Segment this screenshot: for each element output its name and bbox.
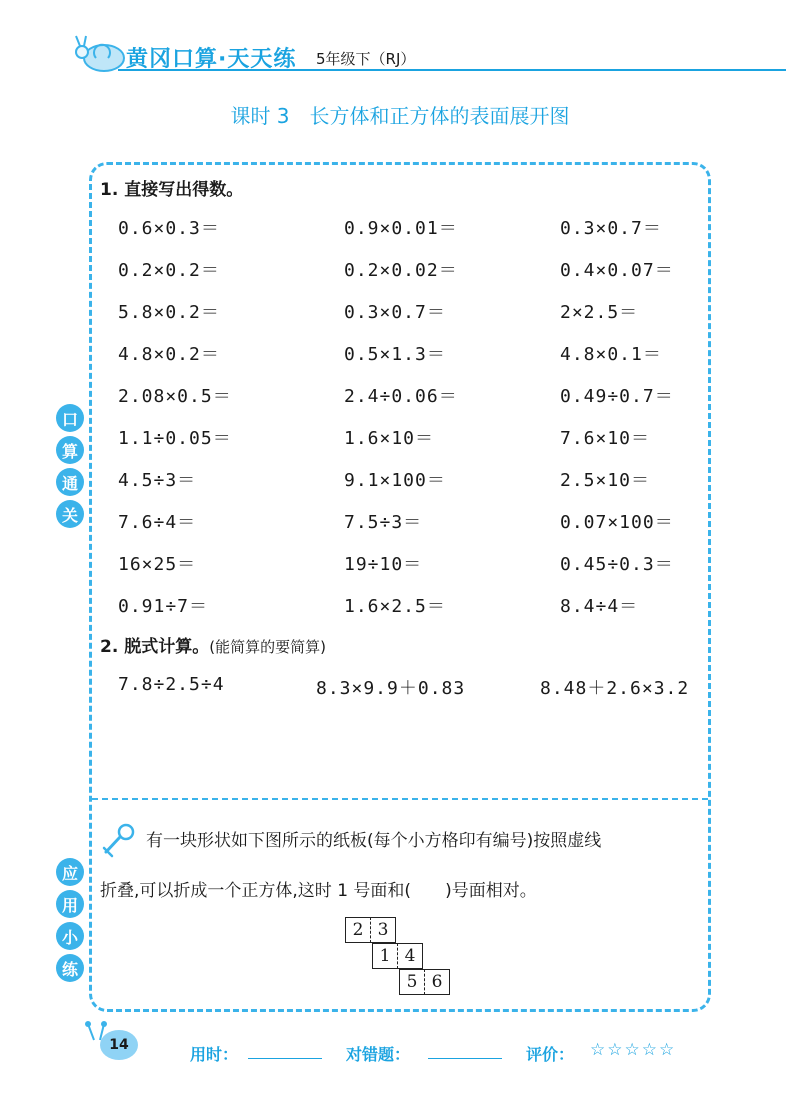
side-tab-kou: 口 bbox=[56, 404, 84, 432]
q1-r9-c1: 1.6×2.5＝ bbox=[344, 596, 446, 617]
side-tab-yong: 用 bbox=[56, 890, 84, 918]
net-cell-6: 6 bbox=[424, 969, 450, 995]
q2-note: (能简算的要简算) bbox=[209, 638, 326, 656]
q2-title bbox=[100, 632, 326, 657]
q1-r3-c2: 4.8×0.1＝ bbox=[560, 344, 662, 365]
q1-r1-c0: 0.2×0.2＝ bbox=[118, 260, 220, 281]
application-line-1: 有一块形状如下图所示的纸板(每个小方格印有编号)按照虚线 bbox=[146, 831, 602, 851]
q2-title-text: 2. 脱式计算。 bbox=[100, 637, 210, 657]
rating-stars[interactable]: ☆☆☆☆☆ bbox=[590, 1040, 677, 1060]
page-number: 14 bbox=[100, 1030, 138, 1060]
q1-r0-c0: 0.6×0.3＝ bbox=[118, 218, 220, 239]
q2-item-1: 8.3×9.9＋0.83 bbox=[316, 678, 466, 699]
side-tab-suan: 算 bbox=[56, 436, 84, 464]
header-divider bbox=[118, 69, 786, 71]
q1-r3-c0: 4.8×0.2＝ bbox=[118, 344, 220, 365]
q1-r9-c2: 8.4÷4＝ bbox=[560, 596, 639, 617]
application-line-2: 折叠,可以折成一个正方体,这时 1 号面和( )号面相对。 bbox=[100, 881, 537, 901]
brand-main: 黄冈口算 bbox=[126, 47, 219, 72]
grade-label: 5年级下（RJ） bbox=[316, 50, 416, 68]
q1-r1-c1: 0.2×0.02＝ bbox=[344, 260, 458, 281]
q1-r5-c0: 1.1÷0.05＝ bbox=[118, 428, 232, 449]
side-tab-lian: 练 bbox=[56, 954, 84, 982]
time-label: 用时： bbox=[190, 1045, 239, 1064]
q1-r6-c2: 2.5×10＝ bbox=[560, 470, 651, 491]
q1-r6-c0: 4.5÷3＝ bbox=[118, 470, 197, 491]
q1-r8-c2: 0.45÷0.3＝ bbox=[560, 554, 674, 575]
net-cell-3: 3 bbox=[370, 917, 396, 943]
q1-r2-c0: 5.8×0.2＝ bbox=[118, 302, 220, 323]
q1-r5-c1: 1.6×10＝ bbox=[344, 428, 435, 449]
q1-r9-c0: 0.91÷7＝ bbox=[118, 596, 209, 617]
net-cell-1: 1 bbox=[372, 943, 398, 969]
brand-dot: · bbox=[218, 47, 228, 72]
q1-title: 1. 直接写出得数。 bbox=[100, 180, 244, 200]
net-cell-4: 4 bbox=[397, 943, 423, 969]
rating-label: 评价： bbox=[526, 1045, 575, 1064]
q1-r4-c2: 0.49÷0.7＝ bbox=[560, 386, 674, 407]
q1-r2-c2: 2×2.5＝ bbox=[560, 302, 639, 323]
brand-sub: 天天练 bbox=[227, 47, 297, 72]
q1-r4-c0: 2.08×0.5＝ bbox=[118, 386, 232, 407]
q2-item-2: 8.48＋2.6×3.2 bbox=[540, 678, 690, 699]
net-cell-5: 5 bbox=[399, 969, 425, 995]
side-tab-ying: 应 bbox=[56, 858, 84, 886]
section-divider bbox=[92, 798, 708, 800]
q1-r3-c1: 0.5×1.3＝ bbox=[344, 344, 446, 365]
net-cell-2: 2 bbox=[345, 917, 371, 943]
q1-r5-c2: 7.6×10＝ bbox=[560, 428, 651, 449]
side-tab-tong: 通 bbox=[56, 468, 84, 496]
side-tab-guan: 关 bbox=[56, 500, 84, 528]
snail-logo-icon bbox=[70, 30, 134, 74]
q1-r7-c0: 7.6÷4＝ bbox=[118, 512, 197, 533]
q1-r8-c1: 19÷10＝ bbox=[344, 554, 423, 575]
lesson-title: 课时 3 长方体和正方体的表面展开图 bbox=[230, 104, 570, 128]
q1-r0-c1: 0.9×0.01＝ bbox=[344, 218, 458, 239]
side-tab-xiao: 小 bbox=[56, 922, 84, 950]
q1-r7-c2: 0.07×100＝ bbox=[560, 512, 674, 533]
q1-r4-c1: 2.4÷0.06＝ bbox=[344, 386, 458, 407]
time-blank bbox=[248, 1058, 322, 1059]
errors-label: 对错题： bbox=[346, 1045, 411, 1064]
q1-r8-c0: 16×25＝ bbox=[118, 554, 197, 575]
q1-r7-c1: 7.5÷3＝ bbox=[344, 512, 423, 533]
q2-item-0: 7.8÷2.5÷4 bbox=[118, 674, 225, 695]
q1-r6-c1: 9.1×100＝ bbox=[344, 470, 446, 491]
q1-r2-c1: 0.3×0.7＝ bbox=[344, 302, 446, 323]
q1-r0-c2: 0.3×0.7＝ bbox=[560, 218, 662, 239]
q1-r1-c2: 0.4×0.07＝ bbox=[560, 260, 674, 281]
pushpin-icon bbox=[98, 820, 138, 860]
errors-blank bbox=[428, 1058, 502, 1059]
